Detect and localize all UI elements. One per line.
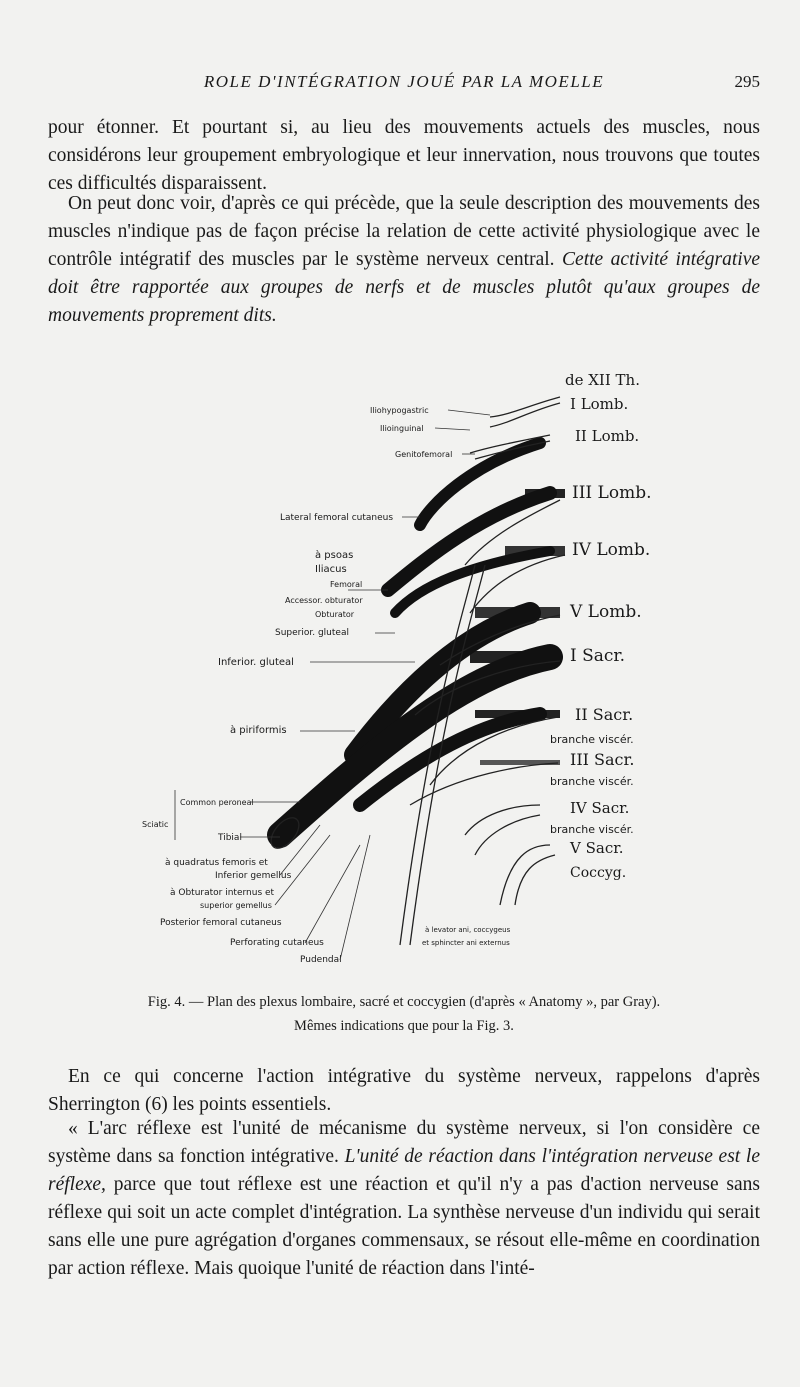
label-levator-2: et sphincter ani externus	[422, 939, 510, 947]
label-xii-th: de XII Th.	[565, 371, 640, 389]
label-accessor-obturator: Accessor. obturator	[285, 596, 363, 605]
paragraph-3-text: En ce qui concerne l'action intégrative du système nerveux, rappelons d'après Sherrington (6) les points essentiels.	[48, 1066, 760, 1115]
plexus-diagram	[130, 365, 690, 970]
label-l1: I Lomb.	[570, 395, 629, 413]
label-pudendal: Pudendal	[300, 955, 342, 965]
label-s5: V Sacr.	[570, 839, 624, 857]
paragraph-4-italic: L'unité de réaction dans l'intégration nerveuse est le réflexe,	[48, 1146, 760, 1195]
paragraph-3	[48, 1063, 760, 1119]
label-quadratus-2: Inferior gemellus	[215, 871, 292, 881]
label-superior-gluteal: Superior. gluteal	[275, 628, 349, 638]
label-genitofemoral: Genitofemoral	[395, 450, 453, 459]
label-coccyg: Coccyg.	[570, 865, 627, 881]
label-perforating: Perforating cutaneus	[230, 938, 324, 948]
right-labels	[550, 371, 651, 881]
label-l4: IV Lomb.	[572, 540, 651, 560]
label-l2: II Lomb.	[575, 427, 640, 445]
label-s3: III Sacr.	[570, 750, 635, 769]
label-levator-1: à levator ani, coccygeus	[425, 926, 511, 934]
running-title: ROLE D'INTÉGRATION JOUÉ PAR LA MOELLE	[203, 72, 605, 91]
label-psoas: à psoas	[315, 550, 354, 561]
label-s2: II Sacr.	[575, 705, 634, 724]
label-s4: IV Sacr.	[570, 799, 630, 817]
label-femoral: Femoral	[330, 580, 363, 589]
caption-line-2: Mêmes indications que pour la Fig. 3.	[294, 1018, 514, 1034]
paragraph-2	[48, 190, 760, 330]
label-iliohypogastric: Iliohypogastric	[370, 406, 429, 415]
label-sciatic: Sciatic	[142, 820, 169, 829]
paragraph-1-text: pour étonner. Et pourtant si, au lieu des mouvements actuels des muscles, nous considérons leur groupement embryologique et leur innervation, nous trouvons que toutes ces difficultés disparaissent.	[48, 117, 760, 194]
label-tibial: Tibial	[218, 833, 242, 843]
paragraph-2-italic: Cette activité intégrative doit être rapportée aux groupes de nerfs et de muscles plutôt qu'aux groupes de mouvements proprement dits.	[48, 249, 761, 326]
label-obturator-int-2: superior gemellus	[200, 901, 272, 910]
nerve-trunks	[280, 443, 550, 835]
label-ilioinguinal: Ilioinguinal	[380, 424, 424, 433]
label-iliacus: Iliacus	[315, 564, 347, 575]
label-obturator: Obturator	[315, 610, 355, 619]
page-header	[48, 72, 760, 96]
figure-caption	[48, 990, 760, 1038]
label-quadratus-1: à quadratus femoris et	[165, 858, 268, 868]
label-s1: I Sacr.	[570, 646, 626, 666]
label-inferior-gluteal: Inferior. gluteal	[218, 657, 294, 668]
label-s3-branch: branche viscér.	[550, 775, 634, 788]
label-lateral-femoral: Lateral femoral cutaneus	[280, 513, 394, 523]
label-posterior-femoral: Posterior femoral cutaneus	[160, 918, 282, 928]
paragraph-2-text: On peut donc voir, d'après ce qui précède, que la seule description des mouvements des muscles n'indique pas de façon précise la relation de cette activité physiologique avec le contrôle intégratif des muscles par le système nerveux central.	[48, 193, 760, 270]
page-number: 295	[734, 72, 760, 91]
label-l5: V Lomb.	[570, 602, 642, 622]
label-s2-branch: branche viscér.	[550, 733, 634, 746]
label-obturator-int-1: à Obturator internus et	[170, 888, 275, 898]
paragraph-4	[48, 1115, 760, 1283]
paragraph-4-text-1: « L'arc réflexe est l'unité de mécanisme du système nerveux, si l'on considère ce système dans sa fonction intégrative.	[48, 1118, 760, 1167]
label-common-peroneal: Common peroneal	[180, 798, 254, 807]
label-l3: III Lomb.	[572, 483, 652, 503]
paragraph-4-text-2: parce que tout réflexe est une réaction et qu'il n'y a pas d'action nerveuse sans réflexe qui soit un acte complet d'intégration. La synthèse nerveuse d'un individu qui serait sans elle une pure agrégation d'organes commensaux, se résout elle-même en coordination par action réflexe. Mais quoique l'unité de réaction dans l'inté-	[48, 1174, 761, 1279]
plexus-figure	[130, 365, 690, 970]
caption-line-1: Fig. 4. — Plan des plexus lombaire, sacré et coccygien (d'après « Anatomy », par Gray).	[147, 994, 661, 1010]
label-piriformis: à piriformis	[230, 725, 287, 736]
label-s4-branch: branche viscér.	[550, 823, 634, 836]
paragraph-1	[48, 114, 760, 198]
